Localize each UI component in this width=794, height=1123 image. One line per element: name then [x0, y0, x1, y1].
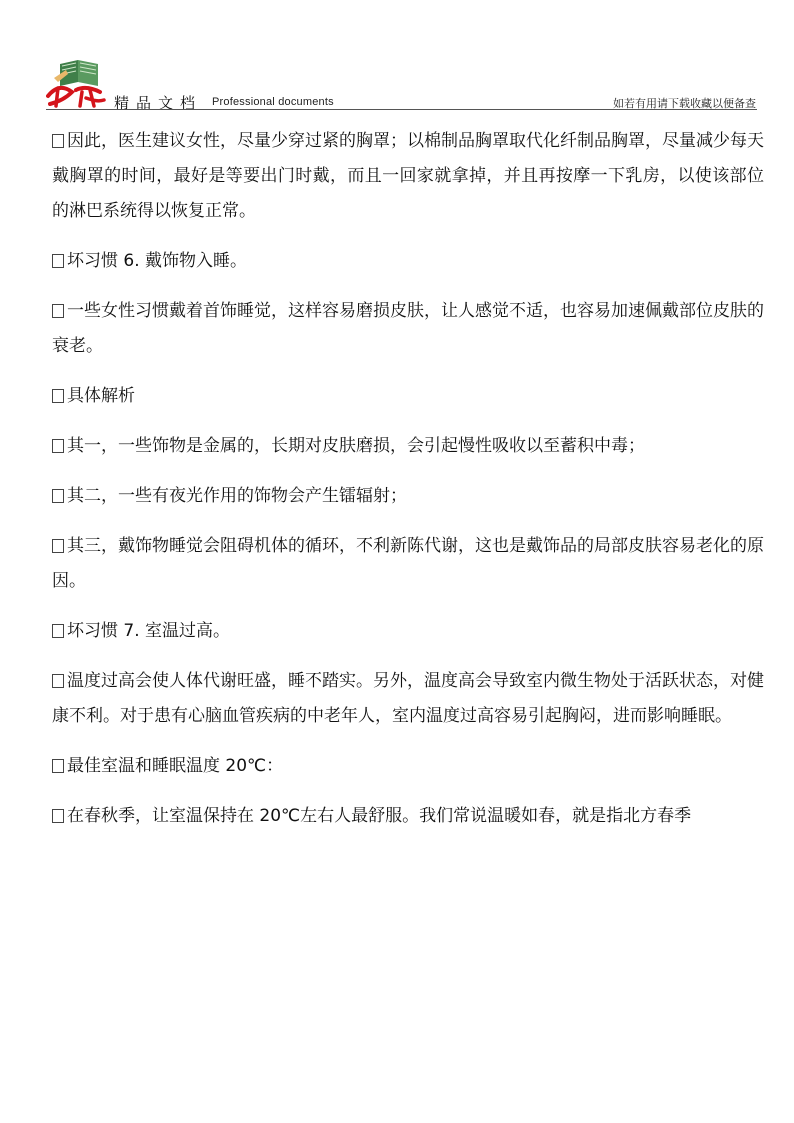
paragraph: 其三，戴饰物睡觉会阻碍机体的循环，不利新陈代谢，这也是戴饰品的局部皮肤容易老化的原因。 — [52, 536, 764, 591]
paragraph: 坏习惯 7. 室温过高。 — [52, 614, 764, 649]
paragraph: 在春秋季，让室温保持在 20℃左右人最舒服。我们常说温暖如春，就是指北方春季 — [52, 799, 764, 834]
header-note: 如若有用请下载收藏以便备查 — [613, 97, 756, 110]
missing-glyph-box — [52, 254, 64, 268]
missing-glyph-box — [52, 624, 64, 638]
missing-glyph-box — [52, 439, 64, 453]
brand-subtitle: Professional documents — [212, 96, 334, 108]
missing-glyph-box — [52, 759, 64, 773]
missing-glyph-box — [52, 489, 64, 503]
paragraph: 温度过高会使人体代谢旺盛，睡不踏实。另外，温度高会导致室内微生物处于活跃状态，对健康不利。对于患有心脑血管疾病的中老年人，室内温度过高容易引起胸闷，进而影响睡眠。 — [52, 671, 764, 726]
paragraph: 一些女性习惯戴着首饰睡觉，这样容易磨损皮肤，让人感觉不适，也容易加速佩戴部位皮肤的衰老。 — [52, 301, 764, 356]
missing-glyph-box — [52, 809, 64, 823]
paragraph: 其二，一些有夜光作用的饰物会产生镭辐射； — [52, 479, 764, 514]
paragraph: 因此，医生建议女性，尽量少穿过紧的胸罩；以棉制品胸罩取代化纤制品胸罩，尽量减少每天戴胸罩的时间，最好是等要出门时戴，而且一回家就拿掉，并且再按摩一下乳房，以使该部位的淋巴系统得以恢复正常。 — [52, 131, 764, 221]
document-body — [52, 124, 764, 849]
missing-glyph-box — [52, 304, 64, 318]
brand-title: 精品文档 — [114, 94, 203, 112]
paragraph: 具体解析 — [52, 379, 764, 414]
missing-glyph-box — [52, 539, 64, 553]
page-header — [0, 0, 794, 112]
missing-glyph-box — [52, 674, 64, 688]
paragraph: 其一，一些饰物是金属的，长期对皮肤磨损，会引起慢性吸收以至蓄积中毒； — [52, 429, 764, 464]
paragraph: 坏习惯 6. 戴饰物入睡。 — [52, 244, 764, 279]
header-divider — [46, 109, 757, 110]
missing-glyph-box — [52, 134, 64, 148]
zhishi-logo — [46, 56, 106, 108]
paragraph: 最佳室温和睡眠温度 20℃： — [52, 749, 764, 784]
missing-glyph-box — [52, 389, 64, 403]
